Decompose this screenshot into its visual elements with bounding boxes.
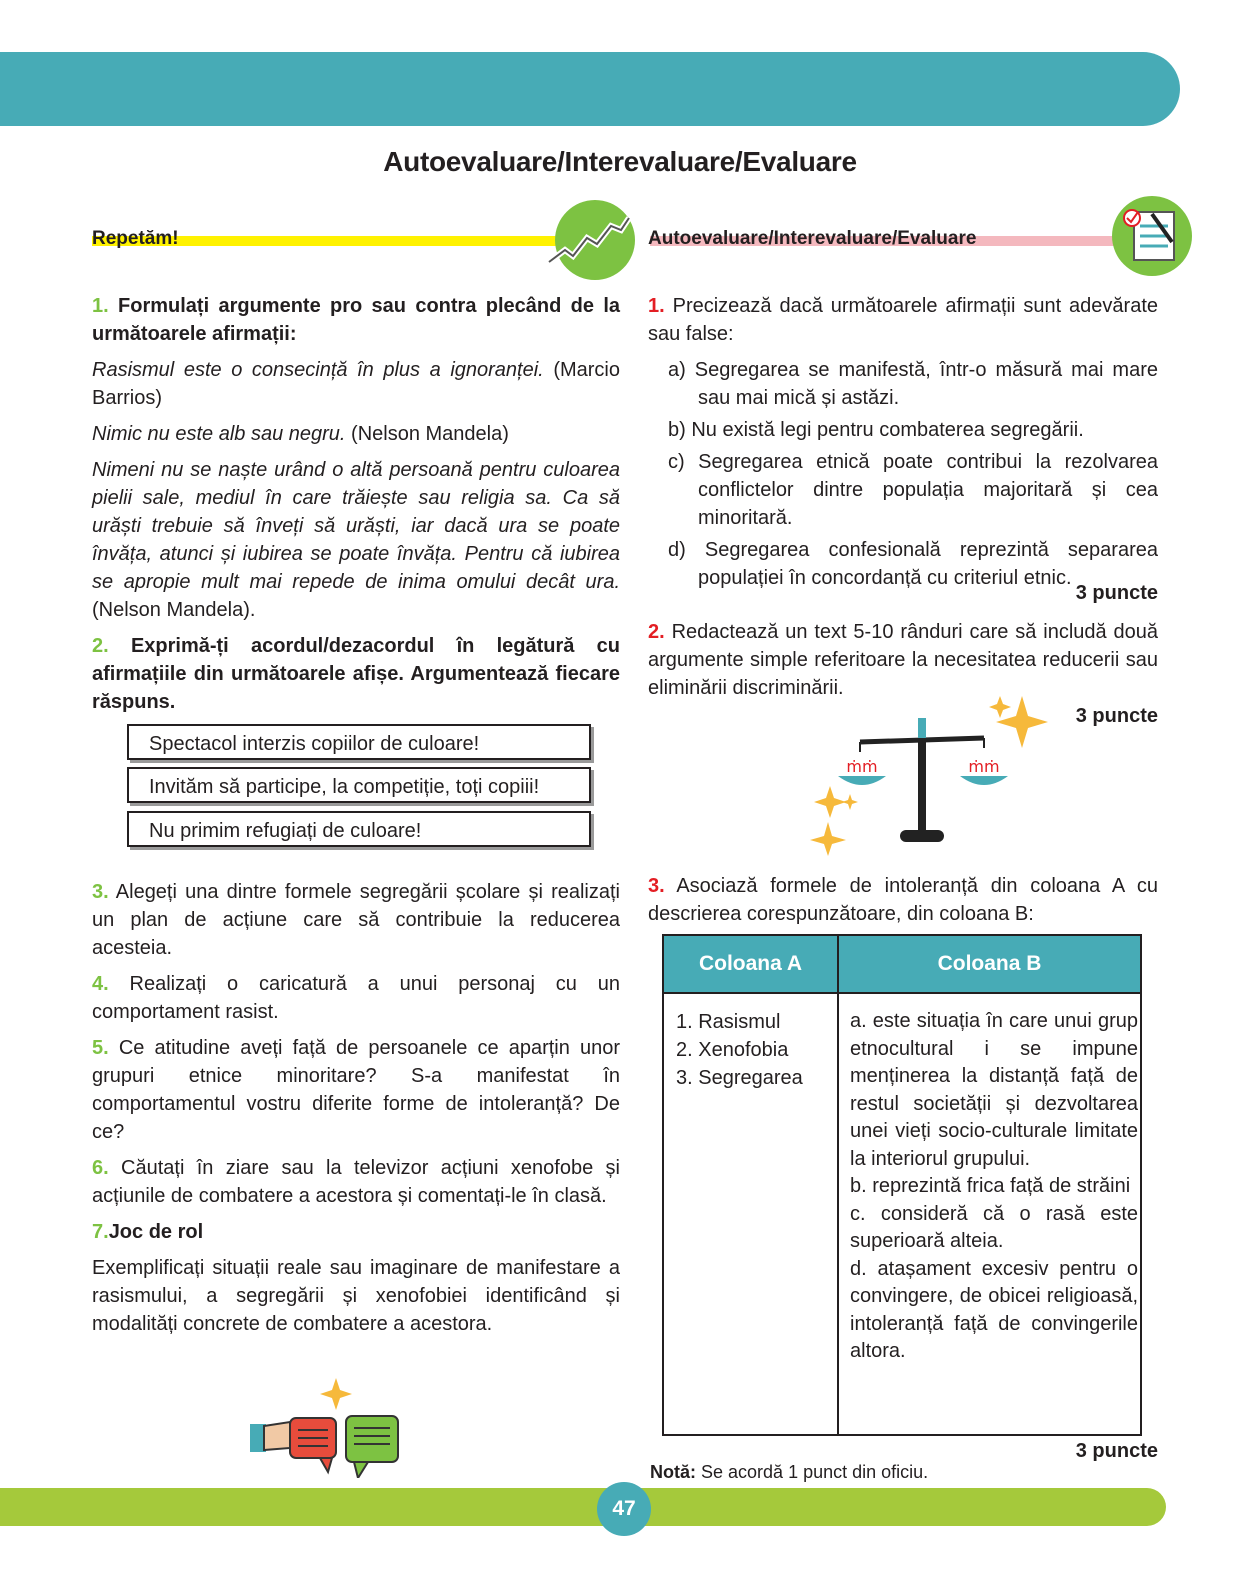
page-title: Autoevaluare/Interevaluare/Evaluare — [383, 146, 857, 177]
header-coloana-a: Coloana A — [698, 952, 803, 975]
question-7-text: Exemplificați situații reale sau imaginare de manifestare a rasismului, a segregării și xenofobiei identificând și modalități concrete de combatere a acestora. — [92, 1257, 620, 1335]
list-item: 3. Segregarea — [676, 1067, 803, 1089]
statement-d: d) Segregarea confesională reprezintă separarea populației în concordanță cu criteriul etnic. — [668, 539, 1158, 589]
list-item: a. este situația în care unui grup etnocultural i se impune menținerea la distanță față de restul societății și dezvoltarea unei vieți socio-culturale limitate la interiorul grupului. — [850, 1010, 1138, 1170]
question-6: 6. Căutați în ziare sau la televizor acțiuni xenofobe și acțiunile de combatere a acestora și comentați-le în clasă. — [92, 1157, 620, 1207]
points-q3: 3 puncte — [1075, 1440, 1158, 1462]
header-band — [0, 52, 1180, 126]
quote-1: Rasismul este o consecință în plus a ignoranței. (Marcio Barrios) — [92, 359, 620, 409]
svg-text:ṁṁ: ṁṁ — [846, 757, 878, 776]
statement-b: b) Nu există legi pentru combaterea segregării. — [668, 419, 1084, 441]
points-q1: 3 puncte — [1075, 582, 1158, 604]
section-label-repetam: Repetăm! — [92, 228, 179, 249]
footer-band — [0, 1488, 1166, 1526]
speech-bubbles-illustration — [250, 1378, 410, 1478]
quote-3: Nimeni nu se naște urând o altă persoană pentru culoarea pielii sale, mediul în care trăiește sau religia sa. Ca să urăști trebuie să înveți să urăști, iar dacă ura se poate învăța, atunci și iubirea se poate învăța. Pentru că iubirea se apropie mult mai repede de inima omului decât ura. (Nelson Mandela). — [92, 459, 620, 621]
question-7-title: 7.Joc de rol — [92, 1221, 204, 1243]
list-item: 2. Xenofobia — [676, 1039, 789, 1061]
poster-2: Invităm să participe, la competiție, toți copiii! — [127, 767, 591, 803]
question-2: 2. Exprimă-ți acordul/dezacordul în legătură cu afirmațiile din următoarele afișe. Argumentează fiecare răspuns. — [92, 635, 620, 713]
question-5: 5. Ce atitudine aveți față de persoanele ce aparțin unor grupuri etnice minoritare? S-a manifestat în comportamentul vostru diferite forme de intoleranță? De ce? — [92, 1037, 620, 1143]
points-q2: 3 puncte — [1075, 705, 1158, 727]
left-column-top — [92, 292, 620, 724]
right-column-q3 — [648, 872, 1158, 936]
matching-table — [662, 934, 1142, 1436]
poster-1: Spectacol interzis copiilor de culoare! — [127, 724, 591, 760]
question-1: 1. Formulați argumente pro sau contra plecând de la următoarele afirmații: — [92, 295, 621, 345]
table-header — [664, 936, 1140, 994]
statement-c: c) Segregarea etnică poate contribui la rezolvarea conflictelor dintre populația majoritară și cea minoritară. — [668, 451, 1158, 529]
question-4: 4. Realizați o caricatură a unui personaj cu un comportament rasist. — [92, 973, 620, 1023]
justice-scale-illustration — [800, 676, 1050, 856]
list-item: b. reprezintă frica față de străini — [850, 1175, 1131, 1197]
quote-2: Nimic nu este alb sau negru. (Nelson Mandela) — [92, 423, 509, 445]
note: Notă: Se acordă 1 punct din oficiu. — [650, 1462, 929, 1482]
list-item: 1. Rasismul — [676, 1011, 781, 1033]
right-question-2: 2. Redactează un text 5-10 rânduri care să includă două argumente simple referitoare la necesitatea reducerii sau eliminării discriminării. — [648, 621, 1159, 699]
statement-a: a) Segregarea se manifestă, într-o măsură mai mare sau mai mică și astăzi. — [668, 359, 1158, 409]
column-b-list — [850, 1008, 1138, 1366]
question-3: 3. Alegeți una dintre formele segregării școlare și realizați un plan de acțiune care să contribuie la reducerea acesteia. — [92, 881, 621, 959]
poster-3: Nu primim refugiați de culoare! — [127, 811, 591, 847]
list-item: d. atașament excesiv pentru o convingere, de obicei religioasă, intoleranță față de convingerile altora. — [850, 1257, 1138, 1362]
right-column-q1 — [648, 292, 1158, 596]
column-a-list — [676, 1008, 831, 1092]
right-question-1: 1. Precizează dacă următoarele afirmații sunt adevărate sau false: — [648, 295, 1158, 345]
list-item: c. consideră că o rasă este superioară alteia. — [850, 1202, 1138, 1252]
header-coloana-b: Coloana B — [937, 952, 1042, 975]
progress-chart-icon — [555, 200, 635, 280]
page-number: 47 — [597, 1482, 651, 1536]
table-divider — [837, 936, 839, 1434]
checklist-icon — [1112, 196, 1192, 276]
left-column-bottom — [92, 878, 620, 1346]
svg-text:ṁṁ: ṁṁ — [968, 757, 1000, 776]
section-label-evaluare: Autoevaluare/Interevaluare/Evaluare — [648, 228, 977, 249]
right-question-3: 3. Asociază formele de intoleranță din coloana A cu descrierea corespunzătoare, din coloana B: — [648, 875, 1158, 925]
